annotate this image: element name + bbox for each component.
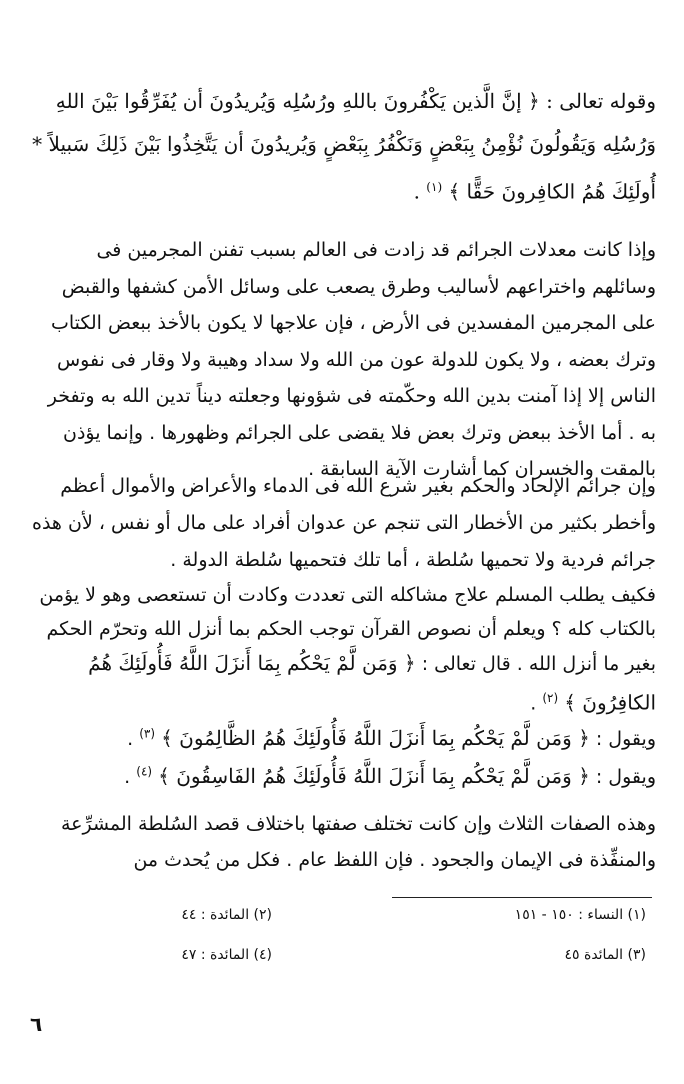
- footnote-2: (٢) المائدة : ٤٤: [181, 907, 272, 923]
- verse-intro-text: ويقول :: [589, 728, 656, 750]
- verse-line-fasiqun: [30, 764, 656, 788]
- sentence-end: .: [413, 179, 427, 204]
- verse-line-zalimun: [30, 726, 656, 750]
- paragraph-crimes-of-atheism: وإن جرائم الإلحاد والحكم بغير شرع الله فى الدماء والأعراض والأموال أعظم وأخطر بكثير من الأخطار التى تنجم عن عدوان أفراد على مال أو نفس ، لأن هذه جرائم فردية ولا تحميها سُلطة ، أما تلك فتحميها سُلطة الدولة .: [32, 475, 656, 571]
- page-number: ٦: [30, 1012, 43, 1036]
- paragraph-text: فكيف يطلب المسلم علاج مشاكله التى تعددت وكادت أن تستعصى وهو لا يؤمن بالكتاب كله ؟ ويعلم أن نصوص القرآن توجب الحكم بما أنزل الله وتحرّم الحكم بغير ما أنزل الله . قال تعالى :: [39, 584, 656, 675]
- footnote-3: (٣) المائدة ٤٥: [564, 947, 646, 963]
- paragraph-verse-intro: [30, 80, 656, 214]
- footnote-4: (٤) المائدة : ٤٧: [181, 947, 272, 963]
- footnote-ref-1: (١): [426, 180, 443, 194]
- footnote-divider: [392, 897, 652, 898]
- quran-verse: ﴿ وَمَن لَّمْ يَحْكُم بِمَا أَنزَلَ اللَّهُ فَأُولَئِكَ هُمُ الظَّالِمُونَ ﴾: [161, 726, 590, 750]
- verse-intro-text: ويقول :: [589, 766, 656, 788]
- verse-intro-text: وقوله تعالى :: [539, 89, 656, 113]
- quran-verse: ﴿ وَمَن لَّمْ يَحْكُم بِمَا أَنزَلَ اللَّهُ فَأُولَئِكَ هُمُ الكافِرُونَ ﴾: [88, 651, 656, 715]
- sentence-end: .: [124, 766, 137, 788]
- footnote-1: (١) النساء : ١٥٠ - ١٥١: [514, 907, 646, 923]
- quran-verse: ﴿ وَمَن لَّمْ يَحْكُم بِمَا أَنزَلَ اللَّهُ فَأُولَئِكَ هُمُ الفَاسِقُونَ ﴾: [158, 764, 590, 788]
- paragraph-how-muslim-seeks: [30, 578, 656, 720]
- sentence-end: .: [530, 692, 543, 715]
- footnote-ref-4: (٤): [136, 764, 153, 779]
- quran-verse: ﴿ إنَّ الَّذين يَكْفُرونَ باللهِ ورُسُلِه وَيُريدُونَ أن يُفَرِّقُوا بَيْنَ اللهِ وَرُسُلِه وَيَقُولُونَ نُؤْمِنُ بِبَعْضٍ وَنَكْفُرُ بِبَعْضٍ وَيُريدُونَ أن يَتَّخِذُوا بَيْنَ ذَلِكَ سَبيلاً * أُولَئِكَ هُمُ الكافِرونَ حَقًّا ﴾: [32, 89, 656, 204]
- sentence-end: .: [127, 728, 140, 750]
- footnote-ref-2: (٢): [542, 691, 559, 705]
- paragraph-three-attributes: وهذه الصفات الثلاث وإن كانت تختلف صفتها باختلاف قصد السُلطة المشرِّعة والمنفِّذة فى الإيمان والجحود . فإن اللفظ عام . فكل من يُحدث من: [60, 813, 656, 871]
- paragraph-crime-rates: وإذا كانت معدلات الجرائم قد زادت فى العالم بسبب تفنن المجرمين فى وسائلهم واختراعهم لأساليب وطرق يصعب على وسائل الأمن كشفها والقبض على المجرمين المفسدين فى الأرض ، فإن علاجها لا يكون بالأخذ ببعض الكتاب وترك بعضه ، ولا يكون للدولة عون من الله ولا سداد وهيبة ولا وقار فى نفوس الناس إلا إذا آمنت بدين الله وحكّمته فى شؤونها وجعلته ديناً تدين الله به وتفخر به . أما الأخذ ببعض وترك بعض فلا يقضى على الجرائم وظهورها . وإنما يؤذن بالمقت والخسران كما أشارت الآية السابقة .: [47, 239, 656, 480]
- footnote-ref-3: (٣): [139, 726, 156, 741]
